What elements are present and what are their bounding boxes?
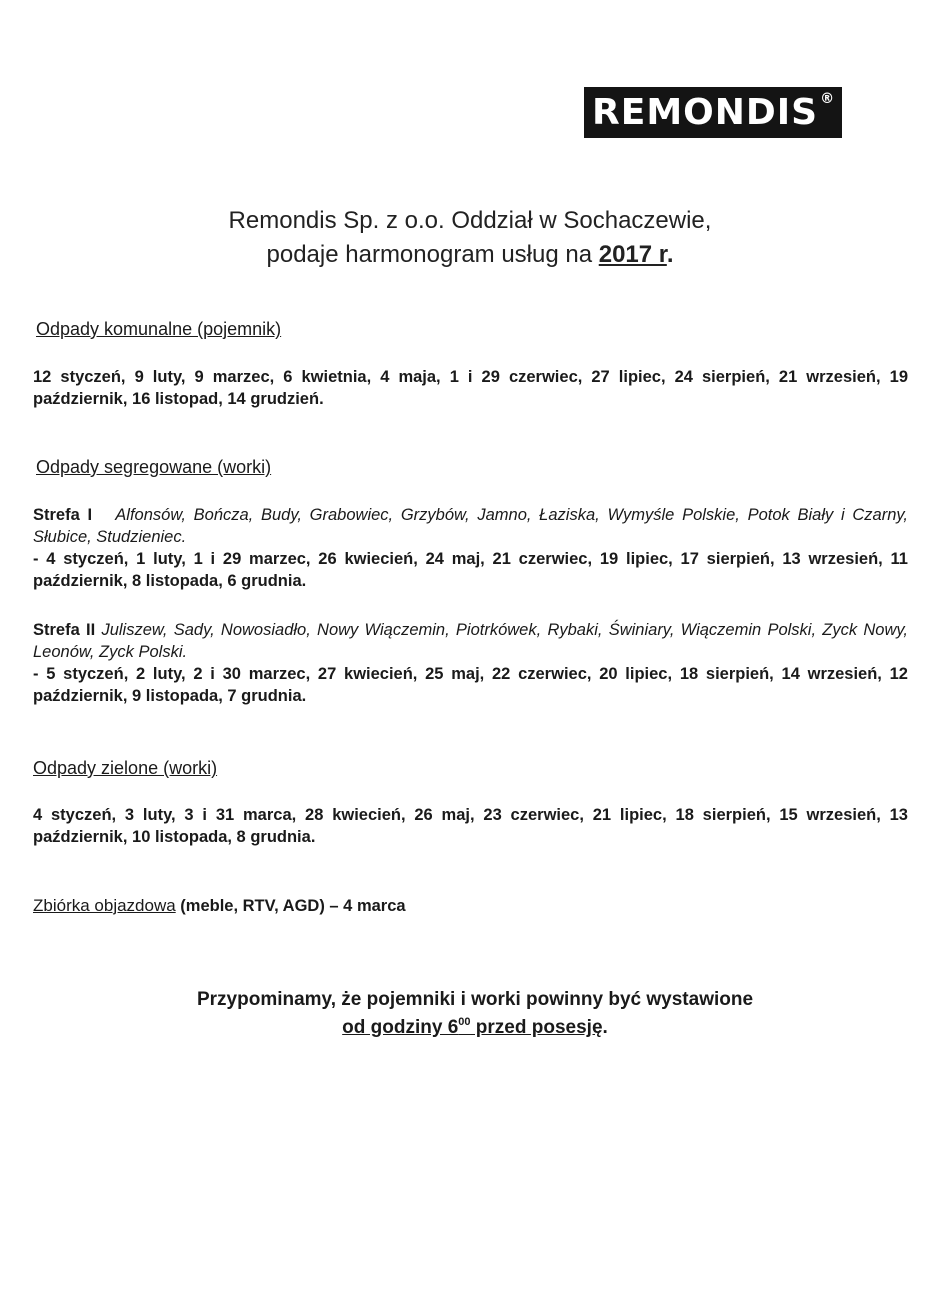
strefa-1-block	[33, 504, 908, 592]
strefa-2-block	[33, 619, 908, 707]
registered-mark: ®	[820, 91, 836, 107]
reminder-time-sup: 00	[458, 1016, 471, 1028]
zbiorka-line	[33, 896, 406, 916]
reminder-time	[342, 1017, 602, 1038]
reminder-period: .	[602, 1017, 608, 1038]
zielone-heading: Odpady zielone (worki)	[33, 758, 218, 778]
komunalne-heading: Odpady komunalne (pojemnik)	[36, 319, 282, 339]
zbiorka-details: (meble, RTV, AGD) – 4 marca	[175, 897, 406, 915]
reminder-place-text: przed posesję	[470, 1017, 603, 1038]
document-header	[140, 204, 800, 272]
header-line-2-text: podaje harmonogram usług na	[266, 241, 599, 268]
strefa-2-label: Strefa II	[33, 621, 96, 639]
strefa-1-places: Alfonsów, Bończa, Budy, Grabowiec, Grzybów, Jamno, Łaziska, Wymyśle Polskie, Potok Biały i Czarny, Słubice, Studzieniec.	[33, 506, 909, 546]
header-line-1: Remondis Sp. z o.o. Oddział w Sochaczewie,	[228, 207, 712, 234]
reminder-line-1: Przypominamy, że pojemniki i worki powinny być wystawione	[196, 989, 754, 1010]
reminder-time-text: od godziny 6	[342, 1017, 459, 1038]
remondis-logo	[584, 87, 842, 138]
header-period: .	[666, 241, 674, 268]
strefa-1-label: Strefa I	[33, 506, 93, 524]
header-line-2	[140, 238, 800, 272]
strefa-2-dates: - 5 styczeń, 2 luty, 2 i 30 marzec, 27 kwiecień, 25 maj, 22 czerwiec, 20 lipiec, 18 sierpień, 14 wrzesień, 12 październik, 9 listopada, 7 grudnia.	[33, 665, 908, 705]
reminder-note	[80, 986, 870, 1042]
strefa-1-dates: - 4 styczeń, 1 luty, 1 i 29 marzec, 26 kwiecień, 24 maj, 21 czerwiec, 19 lipiec, 17 sierpień, 13 wrzesień, 11 październik, 8 listopada, 6 grudnia.	[33, 550, 908, 590]
zielone-dates: 4 styczeń, 3 luty, 3 i 31 marca, 28 kwiecień, 26 maj, 23 czerwiec, 21 lipiec, 18 sierpień, 15 wrzesień, 13 październik, 10 listopada, 8 grudnia.	[33, 806, 908, 846]
strefa-2-places: Juliszew, Sady, Nowosiadło, Nowy Wiączemin, Piotrkówek, Rybaki, Świniary, Wiączemin Polski, Zyck Nowy, Leonów, Zyck Polski.	[33, 621, 908, 661]
komunalne-dates: 12 styczeń, 9 luty, 9 marzec, 6 kwietnia, 4 maja, 1 i 29 czerwiec, 27 lipiec, 24 sierpień, 21 wrzesień, 19 październik, 16 listopad, 14 grudzień.	[33, 368, 908, 408]
header-year: 2017 r	[598, 241, 667, 268]
zbiorka-label: Zbiórka objazdowa	[33, 896, 176, 915]
segregowane-heading: Odpady segregowane (worki)	[36, 457, 272, 477]
reminder-line-2	[80, 1014, 870, 1042]
logo-text: REMONDIS	[592, 92, 819, 133]
